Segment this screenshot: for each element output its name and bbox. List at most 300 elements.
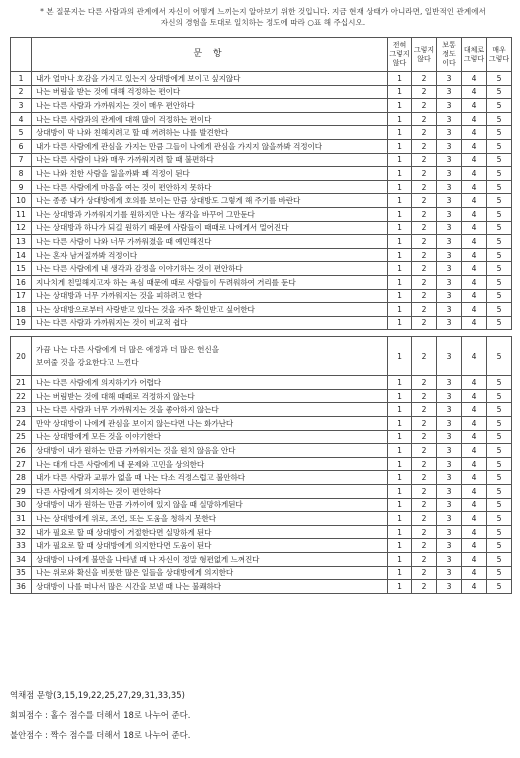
score-option-1[interactable]: 1: [388, 126, 412, 140]
score-option-3[interactable]: 3: [437, 498, 462, 512]
score-option-3[interactable]: 3: [437, 430, 462, 444]
score-option-5[interactable]: 5: [487, 417, 512, 431]
score-option-1[interactable]: 1: [388, 207, 412, 221]
score-option-2[interactable]: 2: [412, 525, 437, 539]
item-text: 나는 대개 다른 사람에게 내 문제와 고민을 상의한다: [32, 457, 388, 471]
item-text-line-2: 보여줄 것을 강요한다고 느낀다: [36, 358, 139, 368]
score-option-1[interactable]: 1: [388, 167, 412, 181]
score-option-2[interactable]: 2: [412, 126, 437, 140]
score-option-2[interactable]: 2: [412, 471, 437, 485]
item-number: 18: [11, 303, 32, 317]
item-text: 나는 상대방과 너무 가까워지는 것을 피하려고 한다: [32, 289, 388, 303]
score-option-2[interactable]: 2: [412, 337, 437, 376]
score-option-4[interactable]: 4: [462, 539, 487, 553]
score-option-3[interactable]: 3: [437, 566, 462, 580]
score-option-1[interactable]: 1: [388, 316, 412, 330]
instructions: [18, 6, 508, 28]
score-option-4[interactable]: 4: [462, 525, 487, 539]
score-option-2[interactable]: 2: [412, 153, 437, 167]
score-option-4[interactable]: 4: [462, 207, 487, 221]
score-option-2[interactable]: 2: [412, 539, 437, 553]
score-option-1[interactable]: 1: [388, 539, 412, 553]
score-option-5[interactable]: 5: [487, 485, 512, 499]
score-option-1[interactable]: 1: [388, 457, 412, 471]
score-option-4[interactable]: 4: [462, 262, 487, 276]
score-option-2[interactable]: 2: [412, 85, 437, 99]
score-option-1[interactable]: 1: [388, 153, 412, 167]
score-option-5[interactable]: 5: [487, 99, 512, 113]
score-option-5[interactable]: 5: [487, 430, 512, 444]
item-text: [32, 337, 388, 376]
score-option-5[interactable]: 5: [487, 498, 512, 512]
score-option-4[interactable]: 4: [462, 167, 487, 181]
score-option-1[interactable]: 1: [388, 580, 412, 594]
score-option-5[interactable]: 5: [487, 471, 512, 485]
table-row: [11, 221, 512, 235]
score-option-5[interactable]: 5: [487, 566, 512, 580]
score-option-2[interactable]: 2: [412, 430, 437, 444]
score-option-4[interactable]: 4: [462, 580, 487, 594]
score-option-3[interactable]: 3: [437, 303, 462, 317]
item-text: 나는 상대방과 가까워지기를 원하지만 나는 생각을 바꾸어 그만둔다: [32, 207, 388, 221]
item-number: 35: [11, 566, 32, 580]
score-option-5[interactable]: 5: [487, 389, 512, 403]
item-number: 34: [11, 553, 32, 567]
item-number: 21: [11, 376, 32, 390]
score-option-1[interactable]: 1: [388, 112, 412, 126]
score-option-1[interactable]: 1: [388, 275, 412, 289]
item-text: 나는 다른 사람이 나와 매우 가까워지려 할 때 불편하다: [32, 153, 388, 167]
score-option-1[interactable]: 1: [388, 289, 412, 303]
score-option-5[interactable]: 5: [487, 376, 512, 390]
score-option-3[interactable]: 3: [437, 126, 462, 140]
score-option-4[interactable]: 4: [462, 221, 487, 235]
score-option-2[interactable]: 2: [412, 512, 437, 526]
score-option-1[interactable]: 1: [388, 512, 412, 526]
score-option-5[interactable]: 5: [487, 303, 512, 317]
score-option-4[interactable]: 4: [462, 112, 487, 126]
score-option-2[interactable]: 2: [412, 566, 437, 580]
score-option-3[interactable]: 3: [437, 112, 462, 126]
table-row: [11, 262, 512, 276]
score-option-3[interactable]: 3: [437, 403, 462, 417]
item-text: 지나치게 친밀해지고자 하는 욕심 때문에 때로 사람들이 두려워하여 거리를 둔다: [32, 275, 388, 289]
table-row: [11, 498, 512, 512]
header-question: 문 항: [32, 38, 388, 72]
item-text: 다른 사람에게 의지하는 것이 편안하다: [32, 485, 388, 499]
item-text: 내가 필요로 할 때 상대방이 거절한다면 실망하게 된다: [32, 525, 388, 539]
score-option-2[interactable]: 2: [412, 221, 437, 235]
score-option-4[interactable]: 4: [462, 471, 487, 485]
score-option-5[interactable]: 5: [487, 72, 512, 86]
item-number: 8: [11, 167, 32, 181]
score-option-4[interactable]: 4: [462, 248, 487, 262]
score-option-4[interactable]: 4: [462, 457, 487, 471]
item-number: 5: [11, 126, 32, 140]
item-number: 36: [11, 580, 32, 594]
score-option-3[interactable]: 3: [437, 457, 462, 471]
section-gap: [11, 330, 512, 337]
table-row: [11, 180, 512, 194]
reverse-scoring-note: 역채점 문항(3,15,19,22,25,27,29,31,33,35): [10, 690, 185, 700]
table-row: [11, 525, 512, 539]
anxiety-score-note: 불안점수 : 짝수 점수를 더해서 18로 나누어 준다.: [10, 730, 191, 740]
score-option-1[interactable]: 1: [388, 99, 412, 113]
score-option-2[interactable]: 2: [412, 403, 437, 417]
table-row: [11, 553, 512, 567]
score-option-2[interactable]: 2: [412, 194, 437, 208]
score-option-3[interactable]: 3: [437, 72, 462, 86]
score-option-1[interactable]: 1: [388, 376, 412, 390]
score-option-2[interactable]: 2: [412, 99, 437, 113]
score-option-4[interactable]: 4: [462, 139, 487, 153]
score-option-5[interactable]: 5: [487, 112, 512, 126]
score-option-4[interactable]: 4: [462, 485, 487, 499]
item-number: 13: [11, 235, 32, 249]
item-number: 6: [11, 139, 32, 153]
table-row: [11, 316, 512, 330]
item-number: 9: [11, 180, 32, 194]
score-option-4[interactable]: 4: [462, 72, 487, 86]
item-number: 3: [11, 99, 32, 113]
item-number: 17: [11, 289, 32, 303]
table-row: [11, 580, 512, 594]
score-option-4[interactable]: 4: [462, 316, 487, 330]
score-option-5[interactable]: 5: [487, 207, 512, 221]
item-number: 10: [11, 194, 32, 208]
score-option-3[interactable]: 3: [437, 316, 462, 330]
table-row: [11, 99, 512, 113]
score-option-1[interactable]: 1: [388, 337, 412, 376]
score-option-2[interactable]: 2: [412, 139, 437, 153]
score-option-5[interactable]: 5: [487, 139, 512, 153]
item-number: 14: [11, 248, 32, 262]
table-row: [11, 389, 512, 403]
score-option-1[interactable]: 1: [388, 417, 412, 431]
item-number: 33: [11, 539, 32, 553]
score-option-2[interactable]: 2: [412, 275, 437, 289]
score-option-2[interactable]: 2: [412, 303, 437, 317]
score-option-5[interactable]: 5: [487, 248, 512, 262]
score-option-5[interactable]: 5: [487, 275, 512, 289]
item-text: 나는 다른 사람과 가까워지는 것이 매우 편안하다: [32, 99, 388, 113]
item-number: 23: [11, 403, 32, 417]
score-option-5[interactable]: 5: [487, 337, 512, 376]
header-option-1: 전혀 그렇지 않다: [388, 38, 412, 72]
score-option-1[interactable]: 1: [388, 85, 412, 99]
score-option-1[interactable]: 1: [388, 444, 412, 458]
table-row: [11, 248, 512, 262]
table-row: [11, 485, 512, 499]
score-option-3[interactable]: 3: [437, 337, 462, 376]
score-option-1[interactable]: 1: [388, 235, 412, 249]
item-number: 11: [11, 207, 32, 221]
score-option-5[interactable]: 5: [487, 512, 512, 526]
score-option-4[interactable]: 4: [462, 389, 487, 403]
item-number: 12: [11, 221, 32, 235]
item-number: 24: [11, 417, 32, 431]
score-option-3[interactable]: 3: [437, 525, 462, 539]
score-option-2[interactable]: 2: [412, 580, 437, 594]
score-option-1[interactable]: 1: [388, 248, 412, 262]
score-option-4[interactable]: 4: [462, 289, 487, 303]
item-text: 나는 혼자 남겨질까봐 걱정이다: [32, 248, 388, 262]
score-option-3[interactable]: 3: [437, 444, 462, 458]
table-row: [11, 207, 512, 221]
item-text: 나는 상대방으로부터 사랑받고 있다는 것을 자주 확인받고 싶어한다: [32, 303, 388, 317]
item-text: 나는 다른 사람에게 내 생각과 감정을 이야기하는 것이 편안하다: [32, 262, 388, 276]
score-option-5[interactable]: 5: [487, 553, 512, 567]
item-text: 나는 상대방에게 위로, 조언, 또는 도움을 청하지 못한다: [32, 512, 388, 526]
score-option-5[interactable]: 5: [487, 403, 512, 417]
score-option-2[interactable]: 2: [412, 248, 437, 262]
item-number: 20: [11, 337, 32, 376]
score-option-1[interactable]: 1: [388, 389, 412, 403]
item-number: 27: [11, 457, 32, 471]
header-option-5: 매우 그렇다: [487, 38, 512, 72]
item-number: 32: [11, 525, 32, 539]
score-option-3[interactable]: 3: [437, 85, 462, 99]
score-option-4[interactable]: 4: [462, 153, 487, 167]
table-row: [11, 303, 512, 317]
table-row: [11, 417, 512, 431]
score-option-5[interactable]: 5: [487, 167, 512, 181]
score-option-1[interactable]: 1: [388, 139, 412, 153]
score-option-5[interactable]: 5: [487, 457, 512, 471]
score-option-1[interactable]: 1: [388, 262, 412, 276]
table-row: [11, 471, 512, 485]
score-option-3[interactable]: 3: [437, 262, 462, 276]
score-option-3[interactable]: 3: [437, 485, 462, 499]
score-option-1[interactable]: 1: [388, 498, 412, 512]
score-option-2[interactable]: 2: [412, 376, 437, 390]
score-option-3[interactable]: 3: [437, 275, 462, 289]
item-number: 16: [11, 275, 32, 289]
score-option-3[interactable]: 3: [437, 153, 462, 167]
score-option-3[interactable]: 3: [437, 194, 462, 208]
table-row: [11, 194, 512, 208]
item-number: 2: [11, 85, 32, 99]
score-option-3[interactable]: 3: [437, 417, 462, 431]
score-option-3[interactable]: 3: [437, 289, 462, 303]
table-row: [11, 167, 512, 181]
item-number: 19: [11, 316, 32, 330]
item-text-line-1: 가끔 나는 다른 사람에게 더 많은 애정과 더 많은 헌신을: [36, 345, 220, 355]
score-option-2[interactable]: 2: [412, 316, 437, 330]
score-option-4[interactable]: 4: [462, 498, 487, 512]
item-text: 나는 다른 사람과 가까워지는 것이 비교적 쉽다: [32, 316, 388, 330]
score-option-3[interactable]: 3: [437, 139, 462, 153]
score-option-2[interactable]: 2: [412, 180, 437, 194]
score-option-4[interactable]: 4: [462, 553, 487, 567]
item-number: 4: [11, 112, 32, 126]
score-option-2[interactable]: 2: [412, 112, 437, 126]
item-text: 나는 다른 사람이 나와 너무 가까워졌을 때 예민해진다: [32, 235, 388, 249]
score-option-4[interactable]: 4: [462, 85, 487, 99]
table-row: [11, 444, 512, 458]
score-option-3[interactable]: 3: [437, 167, 462, 181]
score-option-3[interactable]: 3: [437, 389, 462, 403]
score-option-4[interactable]: 4: [462, 303, 487, 317]
score-option-4[interactable]: 4: [462, 430, 487, 444]
score-option-4[interactable]: 4: [462, 417, 487, 431]
questionnaire-table: [10, 37, 512, 594]
table-row: [11, 289, 512, 303]
header-option-2: 그렇지 않다: [412, 38, 437, 72]
item-text: 나는 상대방과 하나가 되길 원하기 때문에 사람들이 때때로 나에게서 멀어진다: [32, 221, 388, 235]
item-text: 나는 나와 친한 사람을 잃을까봐 꽤 걱정이 된다: [32, 167, 388, 181]
score-option-3[interactable]: 3: [437, 471, 462, 485]
score-option-1[interactable]: 1: [388, 194, 412, 208]
item-text: 나는 다른 사람과의 관계에 대해 많이 걱정하는 편이다: [32, 112, 388, 126]
item-text: 내가 필요로 할 때 상대방에게 의지한다면 도움이 된다: [32, 539, 388, 553]
score-option-4[interactable]: 4: [462, 337, 487, 376]
item-text: 나는 상대방에게 모든 것을 이야기한다: [32, 430, 388, 444]
item-number: 1: [11, 72, 32, 86]
score-option-3[interactable]: 3: [437, 553, 462, 567]
instructions-line-2: 자신의 경험을 토대로 일치하는 정도에 따라 ○표 해 주십시오.: [160, 18, 366, 27]
item-number: 26: [11, 444, 32, 458]
score-option-3[interactable]: 3: [437, 539, 462, 553]
score-option-5[interactable]: 5: [487, 580, 512, 594]
score-option-2[interactable]: 2: [412, 207, 437, 221]
score-option-2[interactable]: 2: [412, 485, 437, 499]
item-text: 나는 다른 사람에게 의지하기가 어렵다: [32, 376, 388, 390]
score-option-4[interactable]: 4: [462, 512, 487, 526]
table-row: [11, 275, 512, 289]
header-row: [11, 38, 512, 72]
score-option-1[interactable]: 1: [388, 221, 412, 235]
score-option-4[interactable]: 4: [462, 376, 487, 390]
score-option-3[interactable]: 3: [437, 580, 462, 594]
score-option-5[interactable]: 5: [487, 262, 512, 276]
item-text: 나는 종종 내가 상대방에게 호의를 보이는 만큼 상대방도 그렇게 해 주기를 바란다: [32, 194, 388, 208]
score-option-3[interactable]: 3: [437, 248, 462, 262]
score-option-5[interactable]: 5: [487, 444, 512, 458]
table-row: [11, 112, 512, 126]
header-option-3: 보통 정도 이다: [437, 38, 462, 72]
score-option-4[interactable]: 4: [462, 194, 487, 208]
score-option-1[interactable]: 1: [388, 471, 412, 485]
score-option-5[interactable]: 5: [487, 539, 512, 553]
score-option-5[interactable]: 5: [487, 153, 512, 167]
score-option-3[interactable]: 3: [437, 235, 462, 249]
score-option-2[interactable]: 2: [412, 289, 437, 303]
score-option-3[interactable]: 3: [437, 376, 462, 390]
score-option-5[interactable]: 5: [487, 289, 512, 303]
table-row: [11, 126, 512, 140]
score-option-2[interactable]: 2: [412, 444, 437, 458]
table-row: [11, 403, 512, 417]
table-row: [11, 153, 512, 167]
table-row: [11, 337, 512, 376]
score-option-5[interactable]: 5: [487, 221, 512, 235]
score-option-1[interactable]: 1: [388, 553, 412, 567]
score-option-2[interactable]: 2: [412, 553, 437, 567]
score-option-2[interactable]: 2: [412, 72, 437, 86]
header-number: [11, 38, 32, 72]
item-number: 30: [11, 498, 32, 512]
score-option-1[interactable]: 1: [388, 303, 412, 317]
table-row: [11, 72, 512, 86]
table-row: [11, 85, 512, 99]
item-number: 15: [11, 262, 32, 276]
item-text: 내가 다른 사람과 교류가 없을 때 나는 다소 걱정스럽고 불안하다: [32, 471, 388, 485]
item-text: 나는 버림을 받는 것에 대해 걱정하는 편이다: [32, 85, 388, 99]
score-option-5[interactable]: 5: [487, 85, 512, 99]
item-number: 25: [11, 430, 32, 444]
score-option-1[interactable]: 1: [388, 72, 412, 86]
score-option-4[interactable]: 4: [462, 180, 487, 194]
score-option-1[interactable]: 1: [388, 485, 412, 499]
item-text: 나는 다른 사람과 너무 가까워지는 것을 좋아하지 않는다: [32, 403, 388, 417]
score-option-2[interactable]: 2: [412, 262, 437, 276]
item-number: 28: [11, 471, 32, 485]
score-option-4[interactable]: 4: [462, 566, 487, 580]
item-text: 나는 다른 사람에게 마음을 여는 것이 편안하지 못하다: [32, 180, 388, 194]
score-option-1[interactable]: 1: [388, 403, 412, 417]
table-row: [11, 376, 512, 390]
score-option-3[interactable]: 3: [437, 207, 462, 221]
score-option-2[interactable]: 2: [412, 389, 437, 403]
score-option-3[interactable]: 3: [437, 99, 462, 113]
item-number: 29: [11, 485, 32, 499]
score-option-4[interactable]: 4: [462, 235, 487, 249]
score-option-2[interactable]: 2: [412, 498, 437, 512]
item-number: 7: [11, 153, 32, 167]
score-option-5[interactable]: 5: [487, 235, 512, 249]
instructions-line-1: * 본 질문지는 다른 사람과의 관계에서 자신이 어떻게 느끼는지 알아보기 위한 것입니다. 지금 현재 상태가 아니라면, 일반적인 관계에서: [40, 7, 486, 16]
score-option-2[interactable]: 2: [412, 235, 437, 249]
score-option-3[interactable]: 3: [437, 180, 462, 194]
table-row: [11, 512, 512, 526]
item-number: 31: [11, 512, 32, 526]
item-text: 상대방이 내가 원하는 만큼 가까이에 있지 않을 때 실망하게된다: [32, 498, 388, 512]
score-option-5[interactable]: 5: [487, 126, 512, 140]
score-option-5[interactable]: 5: [487, 525, 512, 539]
score-option-5[interactable]: 5: [487, 194, 512, 208]
table-row: [11, 539, 512, 553]
score-option-3[interactable]: 3: [437, 512, 462, 526]
score-option-2[interactable]: 2: [412, 417, 437, 431]
score-option-1[interactable]: 1: [388, 566, 412, 580]
item-number: 22: [11, 389, 32, 403]
table-row: [11, 430, 512, 444]
scoring-notes: [10, 689, 190, 749]
table-row: [11, 566, 512, 580]
item-text: 만약 상대방이 나에게 관심을 보이지 않는다면 나는 화가난다: [32, 417, 388, 431]
score-option-4[interactable]: 4: [462, 444, 487, 458]
score-option-4[interactable]: 4: [462, 403, 487, 417]
header-option-4: 대체로 그렇다: [462, 38, 487, 72]
score-option-4[interactable]: 4: [462, 99, 487, 113]
score-option-1[interactable]: 1: [388, 525, 412, 539]
score-option-4[interactable]: 4: [462, 275, 487, 289]
item-text: 상대방이 나에게 불만을 나타낼 때 나 자신이 정말 형편없게 느껴진다: [32, 553, 388, 567]
score-option-2[interactable]: 2: [412, 167, 437, 181]
score-option-1[interactable]: 1: [388, 430, 412, 444]
table-row: [11, 457, 512, 471]
score-option-4[interactable]: 4: [462, 126, 487, 140]
score-option-2[interactable]: 2: [412, 457, 437, 471]
score-option-1[interactable]: 1: [388, 180, 412, 194]
score-option-5[interactable]: 5: [487, 316, 512, 330]
score-option-3[interactable]: 3: [437, 221, 462, 235]
avoidance-score-note: 회피점수 : 홀수 점수를 더해서 18로 나누어 준다.: [10, 710, 191, 720]
item-text: 내가 다른 사람에게 관심을 가지는 만큼 그들이 나에게 관심을 가지지 않을까봐 걱정이다: [32, 139, 388, 153]
item-text: 상대방이 내가 원하는 만큼 가까워지는 것을 원치 않음을 안다: [32, 444, 388, 458]
score-option-5[interactable]: 5: [487, 180, 512, 194]
